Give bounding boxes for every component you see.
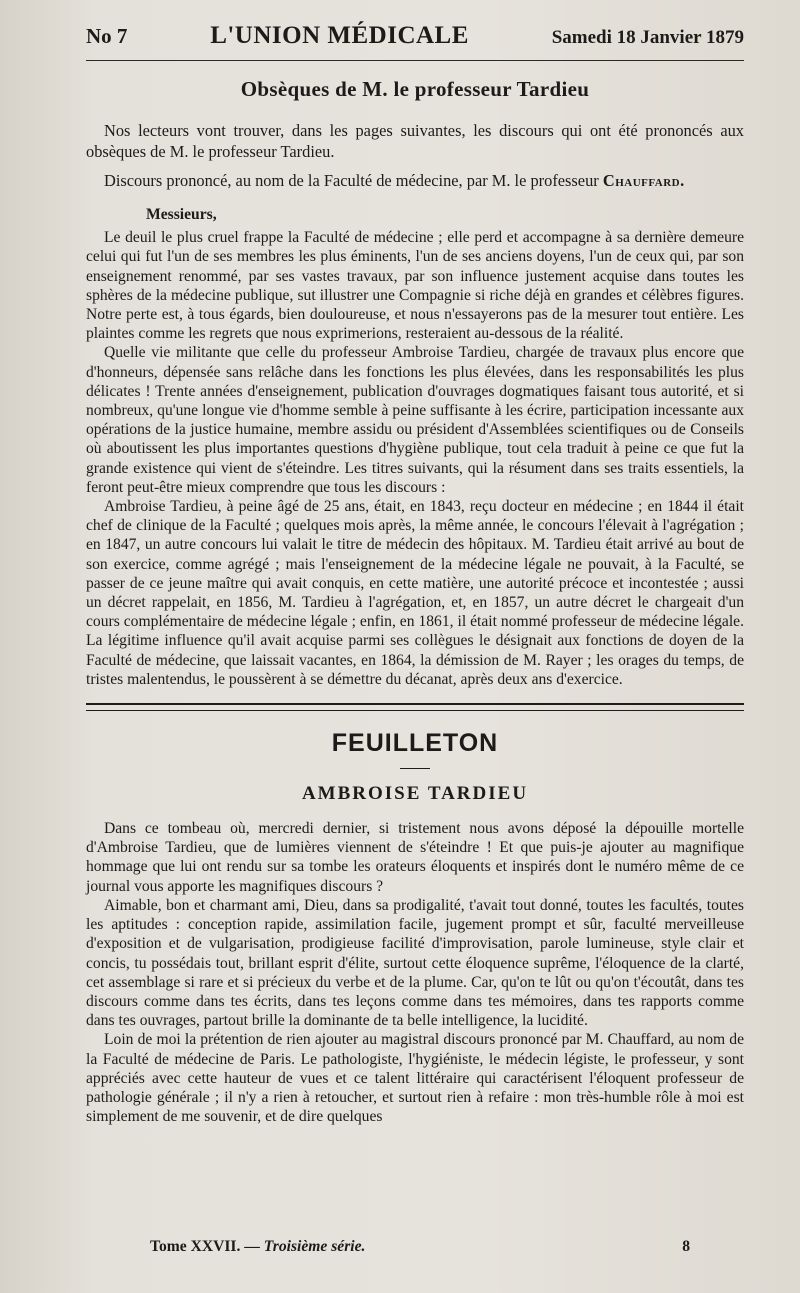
article-title: Obsèques de M. le professeur Tardieu <box>240 77 590 101</box>
speech-heading <box>86 170 744 191</box>
article-paragraph: Quelle vie militante que celle du professeur Ambroise Tardieu, chargée de travaux plus encore que d'honneurs, dépensée sans relâche dans les fonctions les plus élevées, dans les responsabilités les plus délicates ! Trente années d'enseignement, publication d'ouvrages dogmatiques faisant tous autorité, et si nombreux, qu'une longue vie d'homme semble à peine suffisante à les écrire, participation incessante aux opérations de la justice humaine, membre assidu ou président d'Assemblées scientifiques ou de Conseils où aboutissent les plus importantes questions d'hygiène publique, tout cela traduit à peine ce que fut la grande existence qui vient de s'éteindre. Les titres suivants, qui la résument dans ses traits essentiels, la feront peut-être mieux comprendre que tous les discours : <box>86 344 744 496</box>
series-label: — Troisième série. <box>244 1238 366 1255</box>
issue-number: No 7 <box>86 24 128 48</box>
heading-dash <box>400 768 430 769</box>
section-divider <box>86 703 744 711</box>
header-rule <box>86 60 744 61</box>
article-intro: Nos lecteurs vont trouver, dans les pages suivantes, les discours qui ont été prononcés aux obsèques de M. le professeur Tardieu. <box>86 121 744 161</box>
page-number: 8 <box>682 1238 690 1255</box>
salutation: Messieurs, <box>146 206 217 223</box>
feuilleton-title: AMBROISE TARDIEU <box>301 783 529 805</box>
issue-date: Samedi 18 Janvier 1879 <box>551 27 744 48</box>
volume-info <box>150 1238 365 1256</box>
article-paragraph: Ambroise Tardieu, à peine âgé de 25 ans, était, en 1843, reçu docteur en médecine ; en 1844 il était chef de clinique de la Faculté ; quelques mois après, la même année, le concours l'élevait à l'agrégation ; en 1847, un autre concours lui valait le titre de médecin des hôpitaux. M. Tardieu était arrivé au bout de son exercice, comme agrégé ; mais l'enseignement de la médecine légale ne pouvait, à la Faculté, se passer de ce jeune maître qui avait conquis, en cette matière, une autorité précoce et incontestée ; aussi un décret rappelait, en 1856, M. Tardieu à l'agrégation, et, en 1857, un autre décret le chargeait d'un cours complémentaire de médecine légale ; enfin, en 1861, il était nommé professeur de médecine légale. La légitime influence qu'il avait acquise parmi ses collègues le désignait aux fonctions de doyen de la Faculté de médecine, que laissait vacantes, en 1864, la démission de M. Rayer ; les orages du temps, de tristes malentendus, le poussèrent à se démettre du décanat, après deux ans d'exercice. <box>86 498 744 688</box>
speaker-name: Chauffard. <box>602 171 685 190</box>
feuilleton-paragraph: Aimable, bon et charmant ami, Dieu, dans sa prodigalité, t'avait tout donné, toutes les facultés, toutes les aptitudes : conception rapide, assimilation facile, jugement prompt et sûr, faculté merveilleuse d'exposition et de vulgarisation, prodigieuse facilité d'improvisation, parole lumineuse, style clair et concis, tu possédais tout, brillant esprit d'élite, surtout cette éloquence suprême, l'éloquence de la clarté, cet assemblage si rare et si précieux du verbe et de la plume. Car, qu'on te lût ou qu'on t'écoutât, dans tes discours comme dans tes écrits, dans tes leçons comme dans tes mémoires, dans tes rapports comme dans tes ouvrages, partout brille la dominante de ta belle intelligence, la lucidité. <box>86 896 744 1030</box>
page-header <box>86 22 744 56</box>
page-footer <box>150 1238 690 1256</box>
journal-title: L'UNION MÉDICALE <box>210 22 469 49</box>
volume-label: Tome XXVII. <box>150 1238 241 1255</box>
feuilleton-heading: FEUILLETON <box>331 729 499 758</box>
speech-heading-text: Discours prononcé, au nom de la Faculté de médecine, par M. le professeur <box>104 171 599 190</box>
feuilleton-paragraph: Loin de moi la prétention de rien ajouter au magistral discours prononcé par M. Chauffard, au nom de la Faculté de médecine de Paris. Le pathologiste, l'hygiéniste, le médecin légiste, le professeur, y sont appréciés avec cette hauteur de vues et ce talent littéraire qui caractérisent l'éloquent professeur de pathologie générale ; il n'y a rien à retoucher, et surtout rien à refaire : mon très-humble rôle à moi est simplement de me souvenir, et de dire quelques <box>86 1031 744 1126</box>
feuilleton-paragraph: Dans ce tombeau où, mercredi dernier, si tristement nous avons déposé la dépouille mortelle d'Ambroise Tardieu, que de lumières viennent de s'éteindre ! Et que puis-je ajouter au magnifique hommage que lui ont rendu sur sa tombe les orateurs éloquents et inspirés dont le numéro même de ce journal vous apporte les magnifiques discours ? <box>86 820 744 895</box>
article-paragraph: Le deuil le plus cruel frappe la Faculté de médecine ; elle perd et accompagne à sa dernière demeure celui qui fut l'un de ses membres les plus éminents, l'un de ses anciens doyens, l'un de ceux qui, par son enseignement renommé, par ses vastes travaux, par son influence justement acquise dans toutes les sphères de la médecine publique, sut illustrer une Compagnie si riche déjà en grandes et célèbres figures. Notre perte est, à tous égards, bien douloureuse, et nous n'essayerons pas de la mesurer tout entière. Les plaintes comme les regrets que nous exprimerions, resteraient au-dessous de la réalité. <box>86 229 744 343</box>
